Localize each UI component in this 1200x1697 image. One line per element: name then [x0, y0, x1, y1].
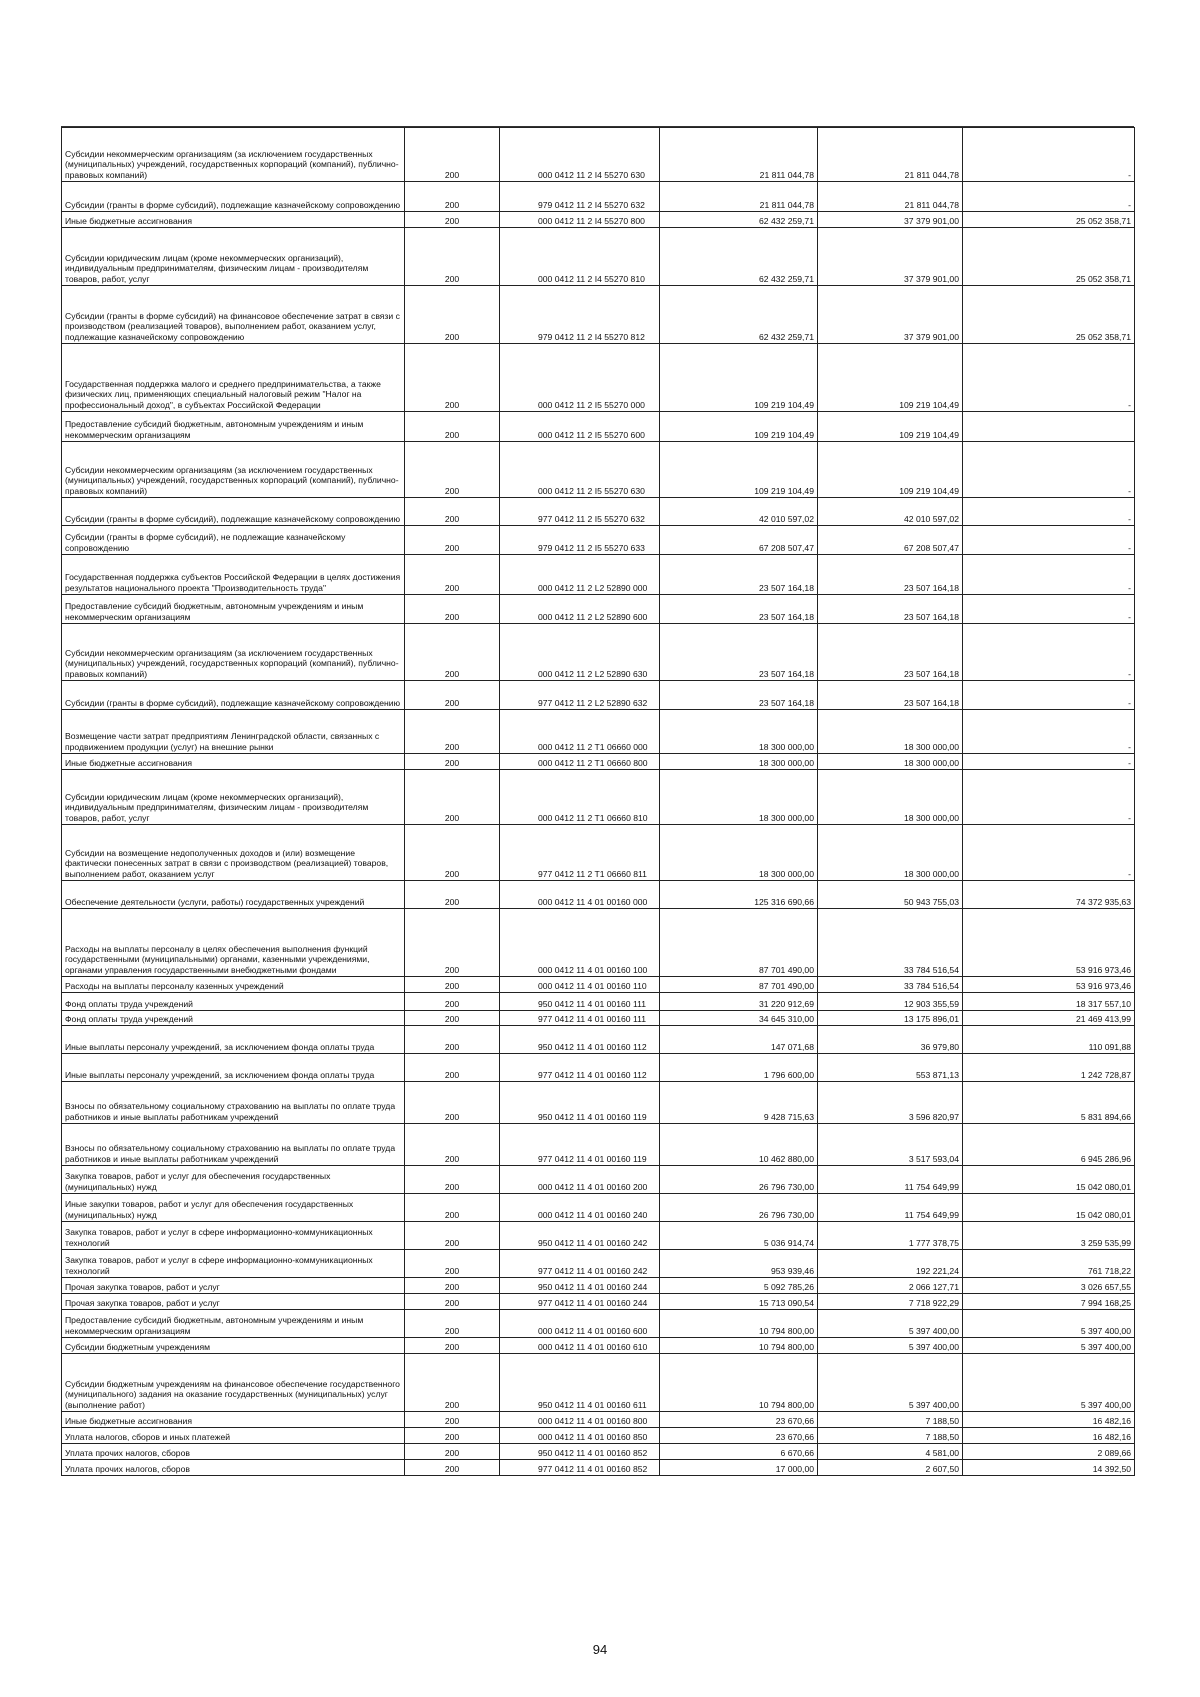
row-name: Закупка товаров, работ и услуг для обеспечения государственных (муниципальных) нужд [62, 1166, 405, 1194]
row-name: Уплата налогов, сборов и иных платежей [62, 1428, 405, 1444]
row-budget-code: 977 0412 11 2 T1 06660 811 [500, 825, 660, 881]
row-executed: 18 300 000,00 [818, 825, 963, 881]
row-line-code: 200 [405, 412, 500, 442]
row-assigned: 62 432 259,71 [660, 212, 818, 228]
row-unexecuted: 3 259 535,99 [963, 1222, 1135, 1250]
row-name: Взносы по обязательному социальному страхованию на выплаты по оплате труда работников и иные выплаты работникам учреждений [62, 1082, 405, 1124]
row-assigned: 87 701 490,00 [660, 909, 818, 977]
row-line-code: 200 [405, 1444, 500, 1460]
row-assigned: 5 036 914,74 [660, 1222, 818, 1250]
row-line-code: 200 [405, 1194, 500, 1222]
row-executed: 7 718 922,29 [818, 1294, 963, 1310]
row-unexecuted: - [963, 595, 1135, 624]
row-unexecuted: 5 397 400,00 [963, 1354, 1135, 1412]
row-line-code: 200 [405, 228, 500, 286]
row-budget-code: 977 0412 11 4 01 00160 111 [500, 1011, 660, 1026]
row-unexecuted: - [963, 770, 1135, 825]
row-unexecuted: 110 091,88 [963, 1026, 1135, 1054]
table-row [62, 993, 1135, 1011]
row-name: Иные бюджетные ассигнования [62, 754, 405, 770]
table-row [62, 825, 1135, 881]
row-budget-code: 950 0412 11 4 01 00160 112 [500, 1026, 660, 1054]
row-assigned: 18 300 000,00 [660, 770, 818, 825]
row-executed: 7 188,50 [818, 1428, 963, 1444]
row-assigned: 31 220 912,69 [660, 993, 818, 1011]
row-assigned: 34 645 310,00 [660, 1011, 818, 1026]
row-line-code: 200 [405, 344, 500, 412]
table-row [62, 498, 1135, 526]
row-executed: 23 507 164,18 [818, 624, 963, 681]
table-row [62, 286, 1135, 344]
row-line-code: 200 [405, 681, 500, 710]
row-name: Иные выплаты персоналу учреждений, за исключением фонда оплаты труда [62, 1054, 405, 1082]
row-unexecuted: 15 042 080,01 [963, 1194, 1135, 1222]
row-budget-code: 000 0412 11 2 I4 55270 810 [500, 228, 660, 286]
row-assigned: 23 507 164,18 [660, 681, 818, 710]
row-budget-code: 000 0412 11 2 I4 55270 630 [500, 128, 660, 182]
row-assigned: 10 794 800,00 [660, 1338, 818, 1354]
table-row [62, 1054, 1135, 1082]
row-unexecuted: - [963, 498, 1135, 526]
row-assigned: 147 071,68 [660, 1026, 818, 1054]
table-row [62, 1444, 1135, 1460]
row-assigned: 109 219 104,49 [660, 344, 818, 412]
row-executed: 33 784 516,54 [818, 909, 963, 977]
expenditure-table [61, 127, 1135, 1476]
row-executed: 37 379 901,00 [818, 228, 963, 286]
row-budget-code: 977 0412 11 4 01 00160 244 [500, 1294, 660, 1310]
row-budget-code: 950 0412 11 4 01 00160 111 [500, 993, 660, 1011]
row-assigned: 23 670,66 [660, 1412, 818, 1428]
row-name: Уплата прочих налогов, сборов [62, 1444, 405, 1460]
row-name: Прочая закупка товаров, работ и услуг [62, 1294, 405, 1310]
row-line-code: 200 [405, 128, 500, 182]
row-line-code: 200 [405, 1338, 500, 1354]
row-line-code: 200 [405, 1310, 500, 1338]
table-row [62, 624, 1135, 681]
row-line-code: 200 [405, 212, 500, 228]
row-unexecuted: 7 994 168,25 [963, 1294, 1135, 1310]
table-row [62, 1026, 1135, 1054]
row-name: Субсидии (гранты в форме субсидий), подлежащие казначейскому сопровождению [62, 498, 405, 526]
row-assigned: 125 316 690,66 [660, 881, 818, 909]
table-row [62, 1082, 1135, 1124]
row-unexecuted: 761 718,22 [963, 1250, 1135, 1278]
row-unexecuted: 16 482,16 [963, 1428, 1135, 1444]
row-unexecuted: - [963, 442, 1135, 498]
table-row [62, 1011, 1135, 1026]
row-assigned: 109 219 104,49 [660, 412, 818, 442]
row-unexecuted: 21 469 413,99 [963, 1011, 1135, 1026]
row-executed: 50 943 755,03 [818, 881, 963, 909]
row-name: Предоставление субсидий бюджетным, автономным учреждениям и иным некоммерческим организациям [62, 412, 405, 442]
row-name: Субсидии на возмещение недополученных доходов и (или) возмещение фактически понесенных затрат в связи с производством (реализацией) товаров, выполнением работ, оказанием услуг [62, 825, 405, 881]
row-line-code: 200 [405, 1054, 500, 1082]
row-executed: 7 188,50 [818, 1412, 963, 1428]
row-assigned: 9 428 715,63 [660, 1082, 818, 1124]
row-executed: 21 811 044,78 [818, 182, 963, 212]
row-unexecuted: 6 945 286,96 [963, 1124, 1135, 1166]
row-line-code: 200 [405, 1278, 500, 1294]
row-name: Субсидии некоммерческим организациям (за исключением государственных (муниципальных) учреждений, государственных корпораций (компаний), публично-правовых компаний) [62, 624, 405, 681]
table-row [62, 1428, 1135, 1444]
row-line-code: 200 [405, 1428, 500, 1444]
table-row [62, 442, 1135, 498]
table-row [62, 681, 1135, 710]
table-row [62, 182, 1135, 212]
row-line-code: 200 [405, 754, 500, 770]
row-line-code: 200 [405, 624, 500, 681]
row-line-code: 200 [405, 1294, 500, 1310]
row-budget-code: 979 0412 11 2 I5 55270 633 [500, 526, 660, 555]
row-executed: 37 379 901,00 [818, 212, 963, 228]
row-budget-code: 000 0412 11 4 01 00160 610 [500, 1338, 660, 1354]
row-assigned: 23 670,66 [660, 1428, 818, 1444]
row-name: Предоставление субсидий бюджетным, автономным учреждениям и иным некоммерческим организациям [62, 1310, 405, 1338]
row-name: Государственная поддержка субъектов Российской Федерации в целях достижения результатов национального проекта "Производительность труда" [62, 555, 405, 595]
row-unexecuted: 25 052 358,71 [963, 212, 1135, 228]
row-budget-code: 977 0412 11 4 01 00160 852 [500, 1460, 660, 1476]
row-name: Иные закупки товаров, работ и услуг для обеспечения государственных (муниципальных) нужд [62, 1194, 405, 1222]
row-budget-code: 977 0412 11 2 I5 55270 632 [500, 498, 660, 526]
row-name: Прочая закупка товаров, работ и услуг [62, 1278, 405, 1294]
row-line-code: 200 [405, 1166, 500, 1194]
row-assigned: 5 092 785,26 [660, 1278, 818, 1294]
table-row [62, 1124, 1135, 1166]
table-row [62, 1460, 1135, 1476]
row-unexecuted: - [963, 555, 1135, 595]
row-assigned: 6 670,66 [660, 1444, 818, 1460]
row-budget-code: 000 0412 11 2 L2 52890 000 [500, 555, 660, 595]
row-executed: 5 397 400,00 [818, 1354, 963, 1412]
row-executed: 23 507 164,18 [818, 595, 963, 624]
row-executed: 13 175 896,01 [818, 1011, 963, 1026]
row-budget-code: 000 0412 11 2 L2 52890 630 [500, 624, 660, 681]
row-assigned: 1 796 600,00 [660, 1054, 818, 1082]
row-executed: 2 066 127,71 [818, 1278, 963, 1294]
table-row [62, 1250, 1135, 1278]
row-unexecuted: - [963, 344, 1135, 412]
row-assigned: 42 010 597,02 [660, 498, 818, 526]
row-executed: 5 397 400,00 [818, 1338, 963, 1354]
row-assigned: 67 208 507,47 [660, 526, 818, 555]
row-line-code: 200 [405, 1011, 500, 1026]
row-assigned: 10 462 880,00 [660, 1124, 818, 1166]
row-executed: 3 596 820,97 [818, 1082, 963, 1124]
row-line-code: 200 [405, 1124, 500, 1166]
row-budget-code: 977 0412 11 4 01 00160 119 [500, 1124, 660, 1166]
row-unexecuted: - [963, 710, 1135, 754]
row-assigned: 21 811 044,78 [660, 182, 818, 212]
row-name: Взносы по обязательному социальному страхованию на выплаты по оплате труда работников и иные выплаты работникам учреждений [62, 1124, 405, 1166]
table-row [62, 1294, 1135, 1310]
row-line-code: 200 [405, 1460, 500, 1476]
row-name: Субсидии бюджетным учреждениям на финансовое обеспечение государственного (муниципального) задания на оказание государственных (муниципальных) услуг (выполнение работ) [62, 1354, 405, 1412]
row-line-code: 200 [405, 881, 500, 909]
row-unexecuted: 2 089,66 [963, 1444, 1135, 1460]
row-executed: 12 903 355,59 [818, 993, 963, 1011]
row-unexecuted: 16 482,16 [963, 1412, 1135, 1428]
table-row [62, 754, 1135, 770]
row-unexecuted: 1 242 728,87 [963, 1054, 1135, 1082]
row-executed: 67 208 507,47 [818, 526, 963, 555]
row-line-code: 200 [405, 1026, 500, 1054]
row-executed: 1 777 378,75 [818, 1222, 963, 1250]
row-name: Обеспечение деятельности (услуги, работы) государственных учреждений [62, 881, 405, 909]
row-name: Иные бюджетные ассигнования [62, 1412, 405, 1428]
row-budget-code: 950 0412 11 4 01 00160 242 [500, 1222, 660, 1250]
row-unexecuted: - [963, 624, 1135, 681]
row-assigned: 10 794 800,00 [660, 1310, 818, 1338]
row-executed: 109 219 104,49 [818, 412, 963, 442]
row-unexecuted: 5 831 894,66 [963, 1082, 1135, 1124]
row-unexecuted: - [963, 128, 1135, 182]
row-executed: 5 397 400,00 [818, 1310, 963, 1338]
row-unexecuted: 5 397 400,00 [963, 1310, 1135, 1338]
table-row [62, 128, 1135, 182]
row-name: Закупка товаров, работ и услуг в сфере информационно-коммуникационных технологий [62, 1250, 405, 1278]
row-assigned: 26 796 730,00 [660, 1194, 818, 1222]
table-row [62, 344, 1135, 412]
table-row [62, 1310, 1135, 1338]
row-line-code: 200 [405, 1082, 500, 1124]
row-name: Субсидии (гранты в форме субсидий), не подлежащие казначейскому сопровождению [62, 526, 405, 555]
row-budget-code: 000 0412 11 4 01 00160 800 [500, 1412, 660, 1428]
row-budget-code: 000 0412 11 2 I5 55270 630 [500, 442, 660, 498]
row-executed: 11 754 649,99 [818, 1194, 963, 1222]
row-budget-code: 950 0412 11 4 01 00160 611 [500, 1354, 660, 1412]
row-line-code: 200 [405, 182, 500, 212]
table-row [62, 1278, 1135, 1294]
row-budget-code: 000 0412 11 4 01 00160 240 [500, 1194, 660, 1222]
page-number: 94 [592, 1642, 608, 1657]
row-name: Субсидии юридическим лицам (кроме некоммерческих организаций), индивидуальным предпринимателям, физическим лицам - производителям товаров, работ, услуг [62, 228, 405, 286]
row-executed: 18 300 000,00 [818, 770, 963, 825]
row-budget-code: 000 0412 11 2 I4 55270 800 [500, 212, 660, 228]
row-executed: 18 300 000,00 [818, 754, 963, 770]
row-line-code: 200 [405, 442, 500, 498]
table-row [62, 212, 1135, 228]
row-assigned: 109 219 104,49 [660, 442, 818, 498]
row-assigned: 18 300 000,00 [660, 754, 818, 770]
row-budget-code: 950 0412 11 4 01 00160 852 [500, 1444, 660, 1460]
row-executed: 36 979,80 [818, 1026, 963, 1054]
row-name: Субсидии бюджетным учреждениям [62, 1338, 405, 1354]
row-budget-code: 000 0412 11 4 01 00160 100 [500, 909, 660, 977]
row-unexecuted: - [963, 681, 1135, 710]
row-executed: 18 300 000,00 [818, 710, 963, 754]
row-budget-code: 000 0412 11 2 I5 55270 600 [500, 412, 660, 442]
row-unexecuted: - [963, 825, 1135, 881]
row-unexecuted: 15 042 080,01 [963, 1166, 1135, 1194]
row-budget-code: 979 0412 11 2 I4 55270 812 [500, 286, 660, 344]
row-unexecuted: 25 052 358,71 [963, 286, 1135, 344]
row-assigned: 953 939,46 [660, 1250, 818, 1278]
row-unexecuted: 5 397 400,00 [963, 1338, 1135, 1354]
row-assigned: 23 507 164,18 [660, 555, 818, 595]
row-unexecuted [963, 412, 1135, 442]
row-line-code: 200 [405, 710, 500, 754]
row-unexecuted: 14 392,50 [963, 1460, 1135, 1476]
row-executed: 109 219 104,49 [818, 442, 963, 498]
table-row [62, 1338, 1135, 1354]
row-budget-code: 000 0412 11 4 01 00160 200 [500, 1166, 660, 1194]
row-budget-code: 000 0412 11 4 01 00160 850 [500, 1428, 660, 1444]
row-executed: 3 517 593,04 [818, 1124, 963, 1166]
row-executed: 11 754 649,99 [818, 1166, 963, 1194]
table-row [62, 412, 1135, 442]
table-row [62, 1412, 1135, 1428]
row-name: Уплата прочих налогов, сборов [62, 1460, 405, 1476]
row-name: Государственная поддержка малого и среднего предпринимательства, а также физических лиц, применяющих специальный налоговый режим "Налог на профессиональный доход", в субъектах Российской Федерации [62, 344, 405, 412]
row-executed: 553 871,13 [818, 1054, 963, 1082]
row-line-code: 200 [405, 555, 500, 595]
table-row [62, 228, 1135, 286]
row-unexecuted: - [963, 526, 1135, 555]
row-assigned: 10 794 800,00 [660, 1354, 818, 1412]
row-name: Возмещение части затрат предприятиям Ленинградской области, связанных с продвижением продукции (услуг) на внешние рынки [62, 710, 405, 754]
row-name: Фонд оплаты труда учреждений [62, 1011, 405, 1026]
row-line-code: 200 [405, 977, 500, 993]
table-row [62, 1194, 1135, 1222]
row-assigned: 15 713 090,54 [660, 1294, 818, 1310]
row-assigned: 18 300 000,00 [660, 710, 818, 754]
row-name: Субсидии (гранты в форме субсидий), подлежащие казначейскому сопровождению [62, 681, 405, 710]
row-line-code: 200 [405, 595, 500, 624]
table-row [62, 1354, 1135, 1412]
row-assigned: 23 507 164,18 [660, 595, 818, 624]
row-assigned: 26 796 730,00 [660, 1166, 818, 1194]
row-name: Фонд оплаты труда учреждений [62, 993, 405, 1011]
row-line-code: 200 [405, 909, 500, 977]
row-budget-code: 000 0412 11 2 L2 52890 600 [500, 595, 660, 624]
row-budget-code: 000 0412 11 2 T1 06660 800 [500, 754, 660, 770]
table-row [62, 770, 1135, 825]
row-budget-code: 000 0412 11 4 01 00160 600 [500, 1310, 660, 1338]
row-line-code: 200 [405, 770, 500, 825]
row-executed: 23 507 164,18 [818, 681, 963, 710]
row-budget-code: 000 0412 11 2 T1 06660 000 [500, 710, 660, 754]
table-row [62, 526, 1135, 555]
row-line-code: 200 [405, 1412, 500, 1428]
row-unexecuted: 18 317 557,10 [963, 993, 1135, 1011]
table-row [62, 881, 1135, 909]
row-unexecuted: 74 372 935,63 [963, 881, 1135, 909]
table-row [62, 555, 1135, 595]
table-row [62, 1222, 1135, 1250]
row-assigned: 62 432 259,71 [660, 286, 818, 344]
row-executed: 37 379 901,00 [818, 286, 963, 344]
row-name: Иные бюджетные ассигнования [62, 212, 405, 228]
row-assigned: 87 701 490,00 [660, 977, 818, 993]
row-executed: 33 784 516,54 [818, 977, 963, 993]
row-name: Расходы на выплаты персоналу казенных учреждений [62, 977, 405, 993]
row-budget-code: 979 0412 11 2 I4 55270 632 [500, 182, 660, 212]
row-line-code: 200 [405, 993, 500, 1011]
row-line-code: 200 [405, 1250, 500, 1278]
row-executed: 192 221,24 [818, 1250, 963, 1278]
table-row [62, 909, 1135, 977]
row-executed: 42 010 597,02 [818, 498, 963, 526]
row-budget-code: 977 0412 11 2 L2 52890 632 [500, 681, 660, 710]
table-row [62, 977, 1135, 993]
row-unexecuted: 25 052 358,71 [963, 228, 1135, 286]
row-name: Субсидии юридическим лицам (кроме некоммерческих организаций), индивидуальным предпринимателям, физическим лицам - производителям товаров, работ, услуг [62, 770, 405, 825]
row-executed: 109 219 104,49 [818, 344, 963, 412]
row-budget-code: 950 0412 11 4 01 00160 244 [500, 1278, 660, 1294]
row-executed: 23 507 164,18 [818, 555, 963, 595]
row-assigned: 23 507 164,18 [660, 624, 818, 681]
row-budget-code: 000 0412 11 2 I5 55270 000 [500, 344, 660, 412]
row-unexecuted: 53 916 973,46 [963, 977, 1135, 993]
row-line-code: 200 [405, 1222, 500, 1250]
table-row [62, 1166, 1135, 1194]
row-executed: 2 607,50 [818, 1460, 963, 1476]
row-executed: 21 811 044,78 [818, 128, 963, 182]
row-name: Субсидии (гранты в форме субсидий) на финансовое обеспечение затрат в связи с производством (реализацией товаров), выполнением работ, оказанием услуг, подлежащие казначейскому сопровождению [62, 286, 405, 344]
row-name: Предоставление субсидий бюджетным, автономным учреждениям и иным некоммерческим организациям [62, 595, 405, 624]
table-row [62, 710, 1135, 754]
row-budget-code: 977 0412 11 4 01 00160 242 [500, 1250, 660, 1278]
row-line-code: 200 [405, 498, 500, 526]
budget-report-table [61, 127, 1134, 1476]
row-budget-code: 000 0412 11 4 01 00160 000 [500, 881, 660, 909]
row-unexecuted: - [963, 182, 1135, 212]
row-name: Закупка товаров, работ и услуг в сфере информационно-коммуникационных технологий [62, 1222, 405, 1250]
row-assigned: 21 811 044,78 [660, 128, 818, 182]
row-name: Расходы на выплаты персоналу в целях обеспечения выполнения функций государственными (муниципальными) органами, казенными учреждениями, органами управления государственными внебюджетными фондами [62, 909, 405, 977]
row-line-code: 200 [405, 825, 500, 881]
row-name: Субсидии некоммерческим организациям (за исключением государственных (муниципальных) учреждений, государственных корпораций (компаний), публично-правовых компаний) [62, 442, 405, 498]
row-name: Иные выплаты персоналу учреждений, за исключением фонда оплаты труда [62, 1026, 405, 1054]
row-executed: 4 581,00 [818, 1444, 963, 1460]
row-name: Субсидии некоммерческим организациям (за исключением государственных (муниципальных) учреждений, государственных корпораций (компаний), публично-правовых компаний) [62, 128, 405, 182]
row-unexecuted: 3 026 657,55 [963, 1278, 1135, 1294]
row-unexecuted: - [963, 754, 1135, 770]
row-budget-code: 977 0412 11 4 01 00160 112 [500, 1054, 660, 1082]
row-budget-code: 000 0412 11 4 01 00160 110 [500, 977, 660, 993]
row-name: Субсидии (гранты в форме субсидий), подлежащие казначейскому сопровождению [62, 182, 405, 212]
row-line-code: 200 [405, 1354, 500, 1412]
table-body [62, 128, 1135, 1476]
row-unexecuted: 53 916 973,46 [963, 909, 1135, 977]
row-line-code: 200 [405, 526, 500, 555]
row-budget-code: 000 0412 11 2 T1 06660 810 [500, 770, 660, 825]
row-budget-code: 950 0412 11 4 01 00160 119 [500, 1082, 660, 1124]
row-line-code: 200 [405, 286, 500, 344]
row-assigned: 17 000,00 [660, 1460, 818, 1476]
row-assigned: 62 432 259,71 [660, 228, 818, 286]
table-row [62, 595, 1135, 624]
row-assigned: 18 300 000,00 [660, 825, 818, 881]
